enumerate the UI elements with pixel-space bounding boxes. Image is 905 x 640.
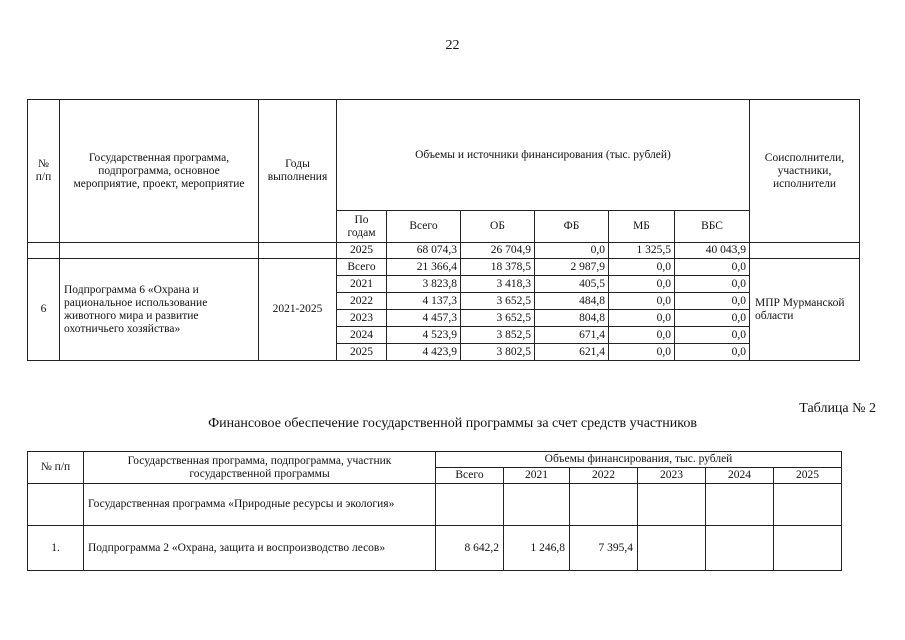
cell-num [28,484,84,526]
col-header-program: Государственная программа, подпрограмма, участник государственной программы [84,452,436,484]
cell-ob: 3 652,5 [461,293,535,310]
cell-year: 2022 [337,293,387,310]
cell-2023 [638,484,706,526]
cell-total: 8 642,2 [436,526,504,571]
cell-fb: 621,4 [535,344,609,361]
col-header-mb: МБ [609,211,675,243]
cell-2021: 1 246,8 [504,526,570,571]
col-header-num: № п/п [28,452,84,484]
cell-mb: 0,0 [609,327,675,344]
cell-total: 3 823,8 [387,276,461,293]
cell-mb: 0,0 [609,310,675,327]
cell-num: 1. [28,526,84,571]
cell-total: 4 137,3 [387,293,461,310]
cell-name: Подпрограмма 2 «Охрана, защита и воспроизводство лесов» [84,526,436,571]
page-number: 22 [445,38,460,53]
cell-vbs: 0,0 [675,259,750,276]
col-header-vbs: ВБС [675,211,750,243]
col-header-ob: ОБ [461,211,535,243]
cell-year: 2023 [337,310,387,327]
cell-fb: 804,8 [535,310,609,327]
cell-mb: 0,0 [609,276,675,293]
cell-mb: 0,0 [609,259,675,276]
cell-vbs: 0,0 [675,327,750,344]
cell-2025 [774,526,842,571]
table-caption: Финансовое обеспечение государственной программы за счет средств участников [208,416,697,431]
cell-total: 68 074,3 [387,243,461,259]
col-header-2024: 2024 [706,468,774,484]
cell-year: 2021 [337,276,387,293]
cell-ob: 18 378,5 [461,259,535,276]
table-label: Таблица № 2 [799,401,876,416]
subprogram-executor: МПР Мурманской области [750,259,860,361]
cell-mb: 0,0 [609,344,675,361]
subprogram-years: 2021-2025 [259,259,337,361]
col-header-2025: 2025 [774,468,842,484]
cell-ob: 3 418,3 [461,276,535,293]
participants-funding-table [27,451,842,571]
table-header-row [28,452,842,468]
subprogram-name: Подпрограмма 6 «Охрана и рациональное использование животного мира и развитие охотничьего хозяйства» [60,259,259,361]
col-header-total: Всего [436,468,504,484]
funding-sources-table [27,99,860,361]
cell-2022: 7 395,4 [570,526,638,571]
table-row [28,259,860,276]
cell-name: Государственная программа «Природные ресурсы и экология» [84,484,436,526]
col-header-funding: Объемы финансирования, тыс. рублей [436,452,842,468]
cell-year: 2025 [337,243,387,259]
cell-total: 21 366,4 [387,259,461,276]
col-header-executors: Соисполнители, участники, исполнители [750,100,860,243]
col-header-program: Государственная программа, подпрограмма, основное мероприятие, проект, мероприятие [60,100,259,243]
cell-ob: 3 802,5 [461,344,535,361]
table-row [28,484,842,526]
cell-2021 [504,484,570,526]
col-header-fb: ФБ [535,211,609,243]
cell-vbs: 0,0 [675,293,750,310]
subprogram-num: 6 [28,259,60,361]
table-header-row [28,100,860,211]
cell-2025 [774,484,842,526]
col-header-2023: 2023 [638,468,706,484]
cell-year: 2025 [337,344,387,361]
cell-vbs: 40 043,9 [675,243,750,259]
cell-2024 [706,526,774,571]
col-header-2022: 2022 [570,468,638,484]
col-header-2021: 2021 [504,468,570,484]
col-header-by-year: По годам [337,211,387,243]
cell-total: 4 457,3 [387,310,461,327]
cell-total [436,484,504,526]
cell-fb: 0,0 [535,243,609,259]
cell-vbs: 0,0 [675,344,750,361]
cell-mb: 0,0 [609,293,675,310]
col-header-total: Всего [387,211,461,243]
cell-fb: 484,8 [535,293,609,310]
cell-ob: 26 704,9 [461,243,535,259]
cell-fb: 2 987,9 [535,259,609,276]
cell-ob: 3 852,5 [461,327,535,344]
cell-year: Всего [337,259,387,276]
col-header-years: Годы выполнения [259,100,337,243]
cell-fb: 405,5 [535,276,609,293]
col-header-num: № п/п [28,100,60,243]
cell-ob: 3 652,5 [461,310,535,327]
cell-vbs: 0,0 [675,276,750,293]
cell-2024 [706,484,774,526]
cell-2023 [638,526,706,571]
cell-total: 4 423,9 [387,344,461,361]
cell-mb: 1 325,5 [609,243,675,259]
table-row [28,526,842,571]
table-row [28,243,860,259]
cell-total: 4 523,9 [387,327,461,344]
cell-vbs: 0,0 [675,310,750,327]
col-header-funding: Объемы и источники финансирования (тыс. рублей) [337,100,750,211]
cell-fb: 671,4 [535,327,609,344]
cell-2022 [570,484,638,526]
cell-year: 2024 [337,327,387,344]
